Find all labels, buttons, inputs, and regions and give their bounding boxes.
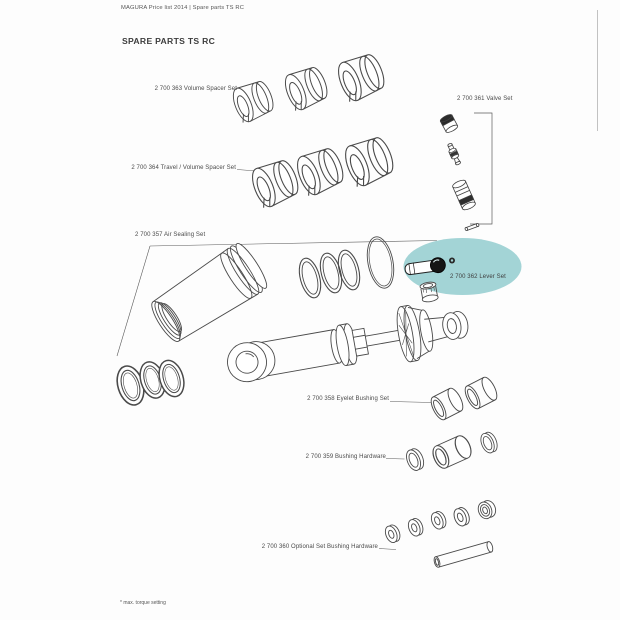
seal-rings-drawing (113, 357, 188, 408)
volume-spacer-drawing (229, 50, 388, 124)
valve-set-drawing (439, 113, 479, 231)
air-sealing-orings-drawing (295, 235, 397, 301)
leader-lines (117, 170, 492, 550)
bushing-hardware-drawing (404, 430, 500, 472)
optional-hardware-drawing (383, 498, 498, 567)
label-air-sealing-set: 2 700 357 Air Sealing Set (135, 232, 206, 238)
page-header: MAGURA Price list 2014 | Spare parts TS RC (121, 5, 245, 11)
valve-set-bracket (470, 113, 492, 224)
label-bushing-hardware: 2 700 359 Bushing Hardware (305, 454, 386, 460)
eyelet-bushing-drawing (428, 375, 500, 422)
label-valve-set: 2 700 361 Valve Set (457, 96, 513, 102)
label-lever-set: 2 700 362 Lever Set (450, 274, 506, 280)
label-volume-spacer-set: 2 700 363 Volume Spacer Set (154, 86, 237, 92)
travel-volume-spacer-drawing (248, 133, 398, 210)
label-eyelet-bushing-set: 2 700 358 Eyelet Bushing Set (307, 396, 389, 402)
page-footnote: * max. torque setting (120, 600, 166, 606)
label-optional-bushing-hardware: 2 700 360 Optional Set Bushing Hardware (261, 544, 378, 550)
label-travel-volume-spacer-set: 2 700 364 Travel / Volume Spacer Set (131, 165, 236, 171)
mounting-pin-drawing (433, 541, 494, 568)
air-can-drawing (145, 240, 271, 349)
page-title: SPARE PARTS TS RC (122, 36, 216, 46)
